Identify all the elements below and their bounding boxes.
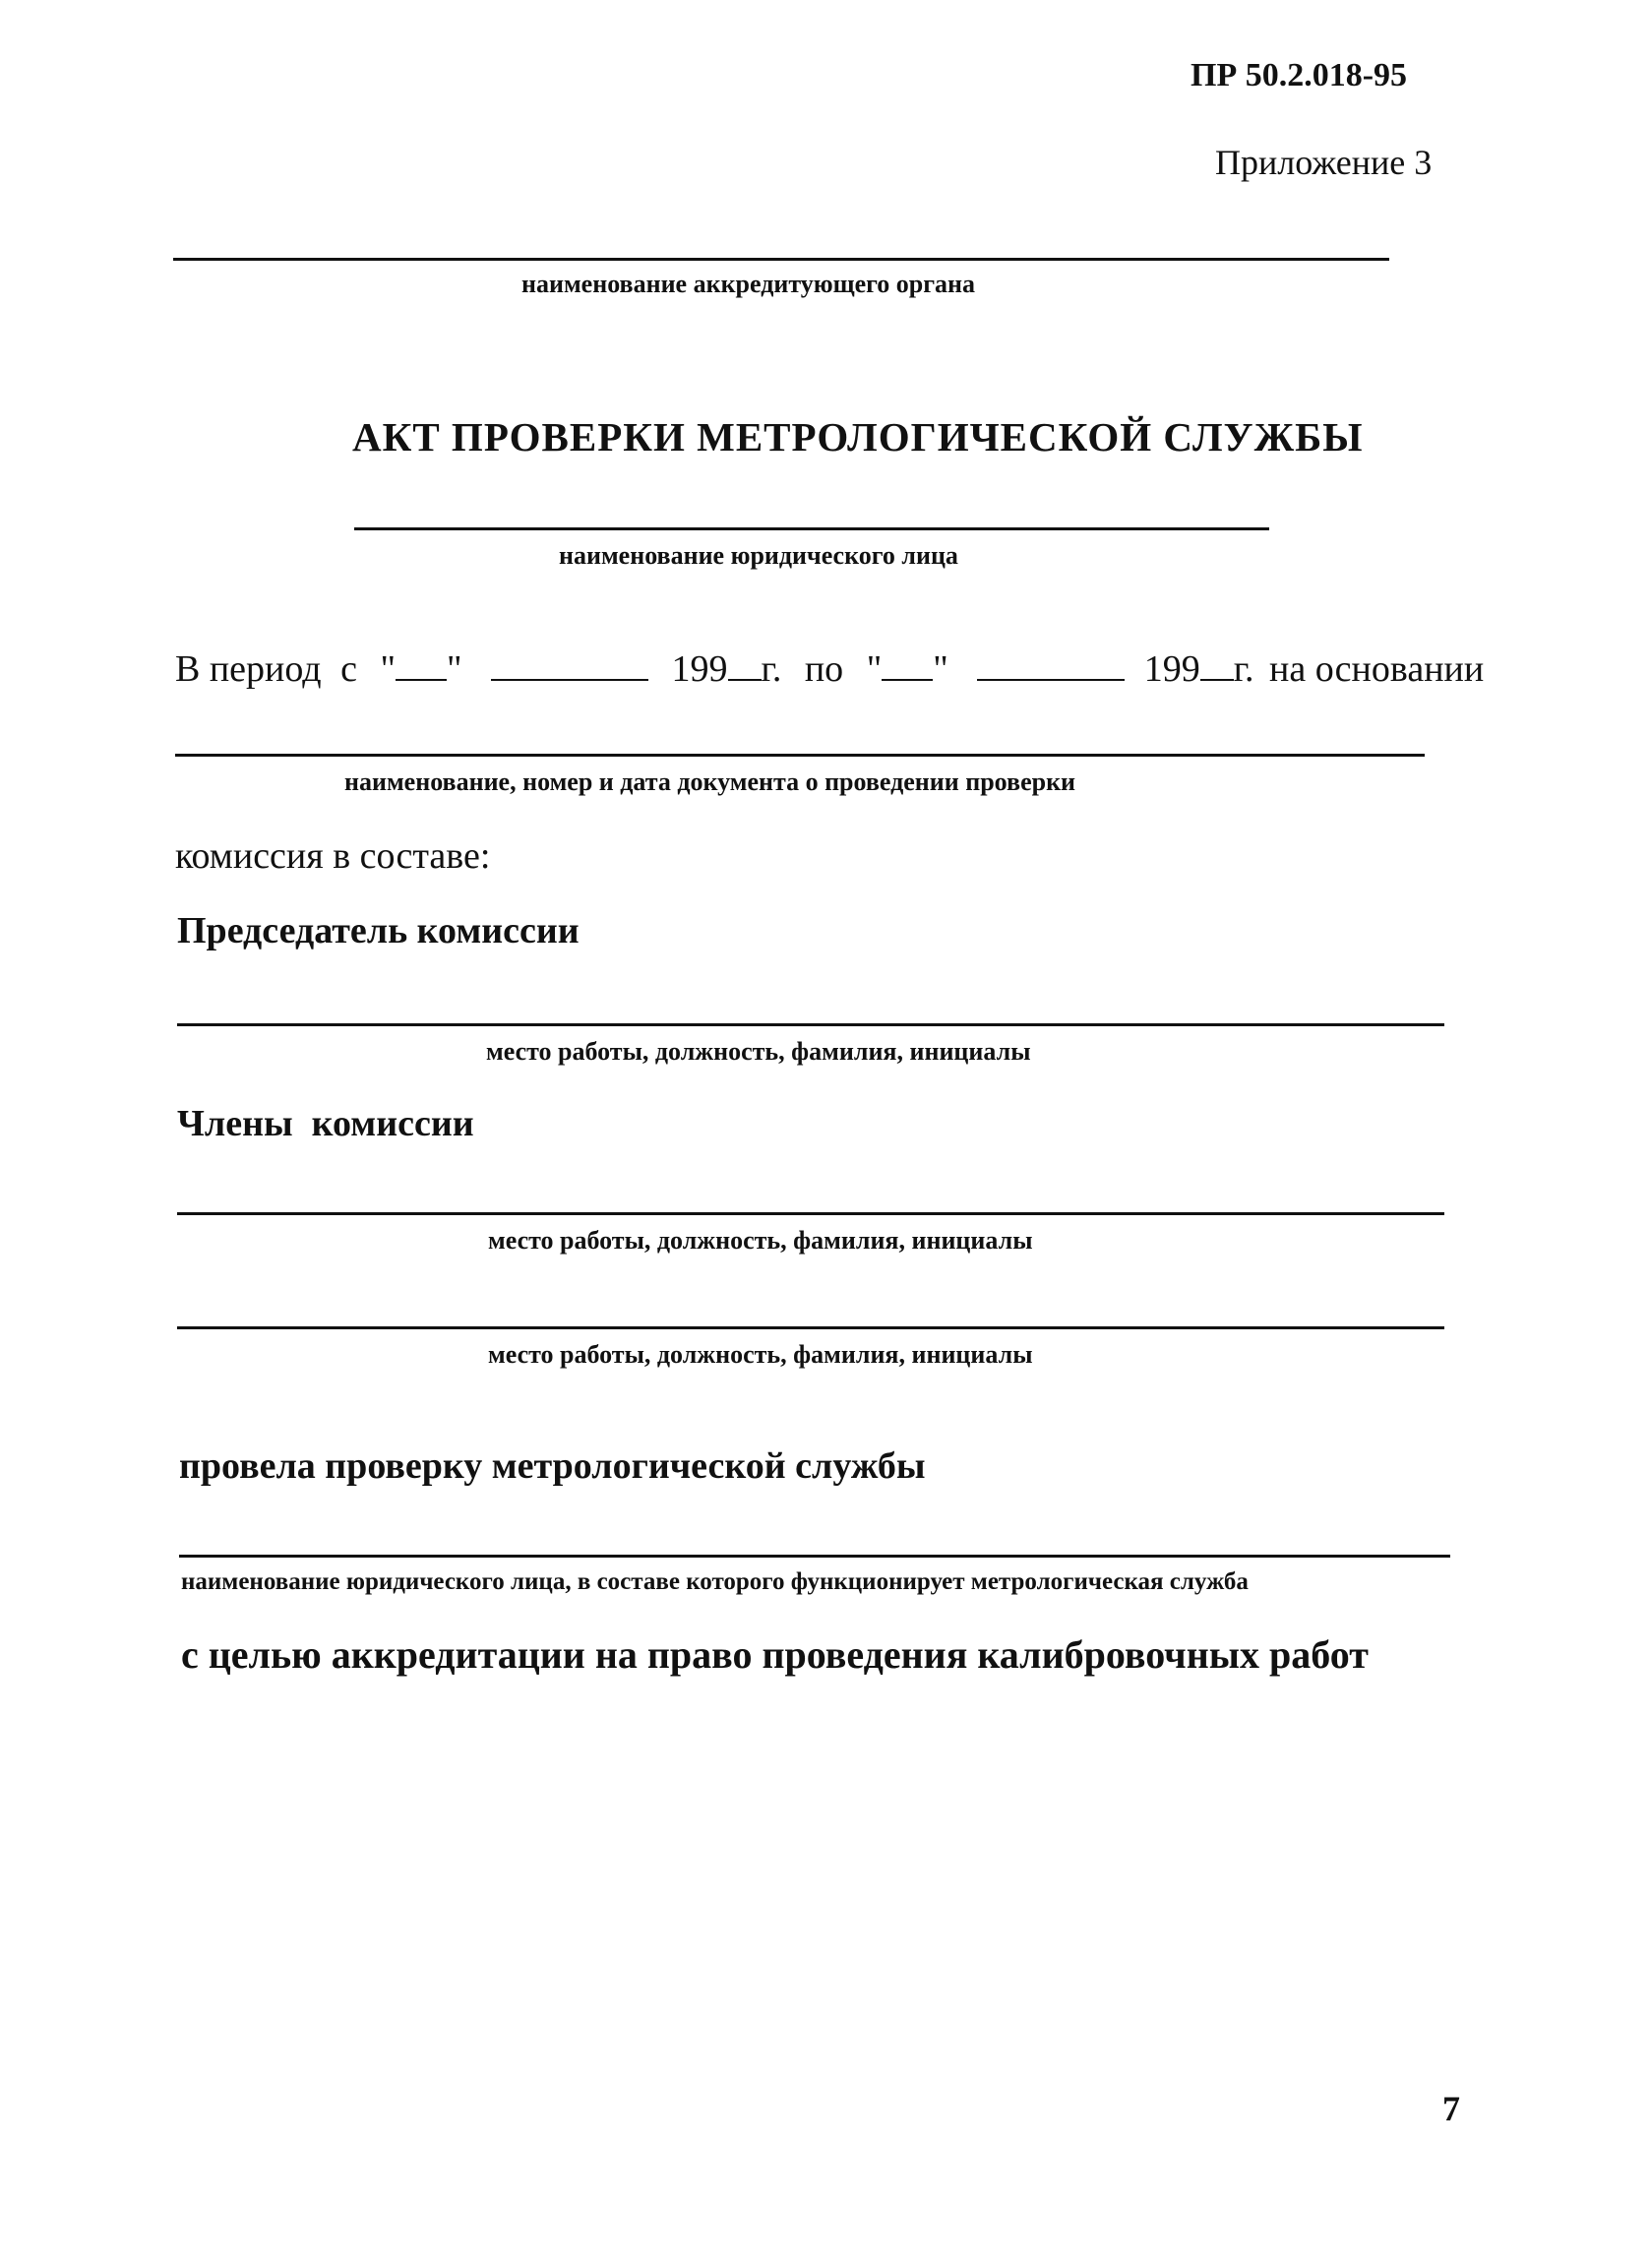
period-from-word: с <box>340 648 357 690</box>
date-to-month <box>977 649 1125 681</box>
members-label: Члены комиссии <box>177 1103 474 1144</box>
period-to-word: по <box>804 648 844 690</box>
chairman-caption: место работы, должность, фамилия, инициалы <box>486 1037 1031 1066</box>
accrediting-body-field-line <box>173 258 1389 261</box>
appendix-label: Приложение 3 <box>1215 143 1433 182</box>
member-2-field-line <box>177 1326 1444 1329</box>
year-prefix: 199 <box>671 648 728 690</box>
quote-close: " <box>933 648 948 690</box>
document-number: ПР 50.2.018-95 <box>1191 57 1408 93</box>
legal-entity-full-caption: наименование юридического лица, в составе которого функционирует метрологическая служба <box>181 1568 1249 1595</box>
document-title: АКТ ПРОВЕРКИ МЕТРОЛОГИЧЕСКОЙ СЛУЖБЫ <box>352 414 1364 460</box>
member-1-caption: место работы, должность, фамилия, инициалы <box>488 1226 1033 1255</box>
quote-open: " <box>380 648 397 690</box>
page-number: 7 <box>1442 2089 1460 2128</box>
chairman-field-line <box>177 1023 1444 1026</box>
legal-entity-field-line <box>354 527 1269 530</box>
date-from-day <box>381 648 462 690</box>
year-suffix: г. <box>1233 648 1254 690</box>
member-2-caption: место работы, должность, фамилия, инициалы <box>488 1340 1033 1369</box>
date-to-day <box>867 648 948 690</box>
year-suffix: г. <box>761 648 782 690</box>
year-prefix: 199 <box>1143 648 1200 690</box>
quote-open: " <box>866 648 883 690</box>
document-caption: наименование, номер и дата документа о проведении проверки <box>344 767 1076 796</box>
date-from-month <box>491 649 648 681</box>
chairman-label: Председатель комиссии <box>177 910 580 951</box>
period-suffix: на основании <box>1269 648 1485 690</box>
commission-intro: комиссия в составе: <box>175 835 491 877</box>
date-to-year <box>1144 648 1254 690</box>
inspection-text: провела проверку метрологической службы <box>179 1445 926 1487</box>
date-from-year <box>672 648 782 690</box>
member-1-field-line <box>177 1212 1444 1215</box>
accrediting-body-caption: наименование аккредитующего органа <box>521 270 976 298</box>
period-line <box>175 647 1484 691</box>
period-prefix: В период <box>175 648 322 690</box>
purpose-text: с целью аккредитации на право проведения калибровочных работ <box>181 1632 1369 1677</box>
document-field-line <box>175 754 1425 757</box>
legal-entity-caption: наименование юридического лица <box>559 541 958 570</box>
quote-close: " <box>447 648 462 690</box>
legal-entity-full-field-line <box>179 1555 1450 1558</box>
